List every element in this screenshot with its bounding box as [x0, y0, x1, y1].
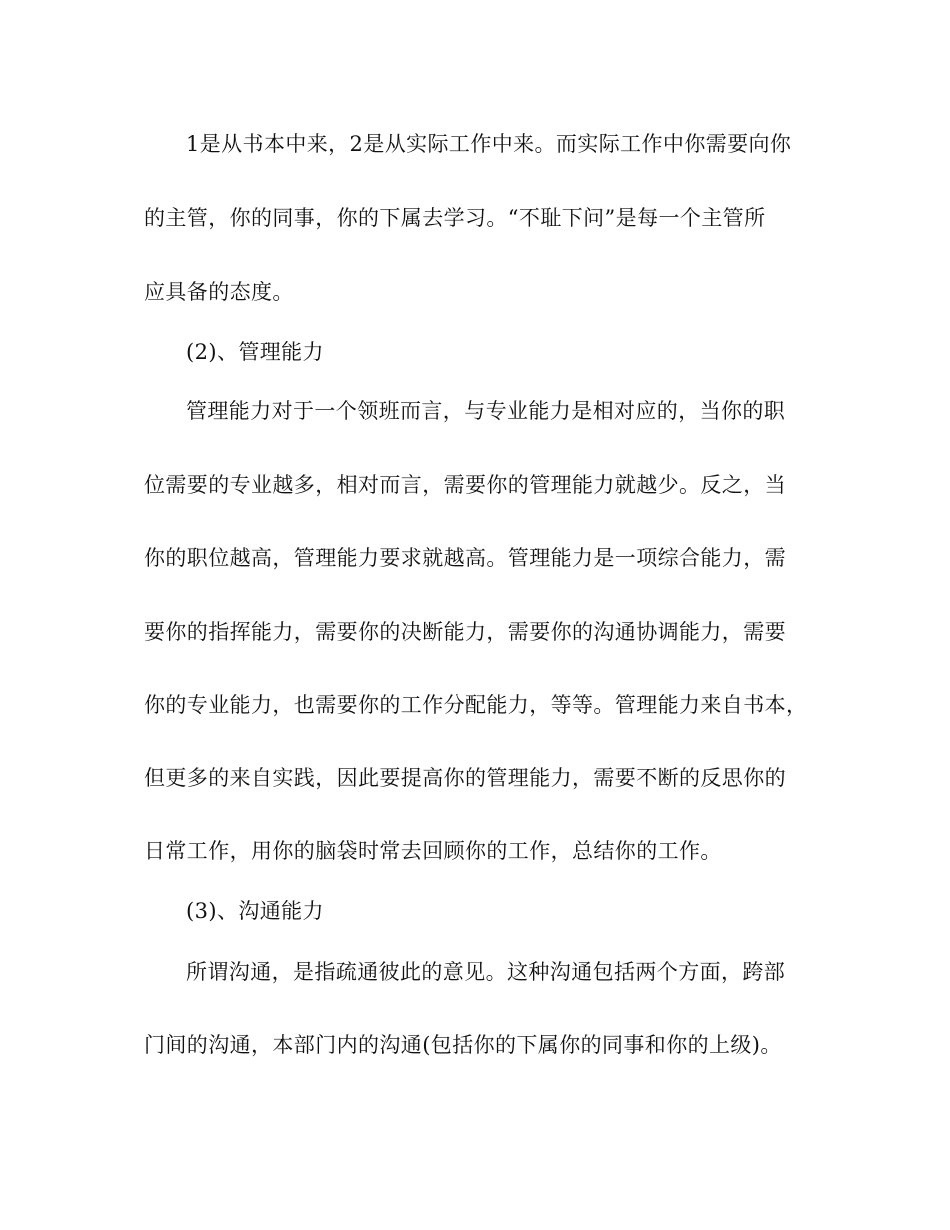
- paragraph-line: 你的职位越高，管理能力要求就越高。管理能力是一项综合能力，需: [144, 546, 786, 570]
- paragraph-line: 的主管，你的同事，你的下属去学习。“不耻下问”是每一个主管所: [144, 206, 766, 230]
- paragraph-line: 1是从书本中来，2是从实际工作中来。而实际工作中你需要向你: [186, 132, 792, 156]
- paragraph-line: 要你的指挥能力，需要你的决断能力，需要你的沟通协调能力，需要: [144, 620, 786, 644]
- paragraph-line: 但更多的来自实践，因此要提高你的管理能力，需要不断的反思你的: [144, 766, 786, 790]
- paragraph-line: 管理能力对于一个领班而言，与专业能力是相对应的，当你的职: [186, 399, 786, 423]
- paragraph-line: 位需要的专业越多，相对而言，需要你的管理能力就越少。反之，当: [144, 473, 786, 497]
- paragraph-line: 日常工作，用你的脑袋时常去回顾你的工作，总结你的工作。: [144, 839, 722, 863]
- paragraph-line: 你的专业能力，也需要你的工作分配能力，等等。管理能力来自书本，: [144, 693, 808, 717]
- paragraph-line: 应具备的态度。: [144, 280, 294, 304]
- section-heading: (2)、管理能力: [186, 340, 324, 364]
- paragraph-line: 门间的沟通，本部门内的沟通(包括你的下属你的同事和你的上级)。: [144, 1033, 782, 1057]
- paragraph-line: 所谓沟通，是指疏通彼此的意见。这种沟通包括两个方面，跨部: [186, 960, 786, 984]
- section-heading: (3)、沟通能力: [186, 899, 324, 923]
